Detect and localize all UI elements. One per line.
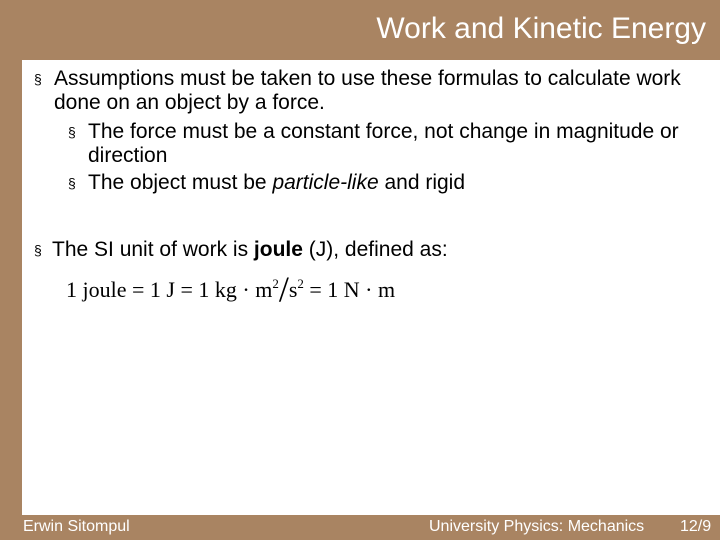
- footer-page-number: 12/9: [680, 518, 712, 535]
- bullet-text: The SI unit of work is joule (J), defined as:: [52, 238, 448, 261]
- bullet-text: Assumptions must be taken to use these formulas to calculate work done on an object by a force.: [54, 67, 681, 114]
- bullet-marker: §: [34, 71, 42, 87]
- joule-formula: 1 joule = 1 J = 1 kg · $m^2/s^2 = 1$ N · m: [66, 269, 396, 309]
- footer-course: University Physics: Mechanics: [429, 518, 645, 535]
- bullet-assumptions: [34, 67, 714, 115]
- slide-title: Work and Kinetic Energy: [376, 12, 706, 45]
- bullet-si-unit: [34, 238, 714, 262]
- bullet-marker: §: [68, 124, 76, 140]
- bullet-text: The force must be a constant force, not change in magnitude or direction: [88, 120, 679, 167]
- bold-term: joule: [253, 238, 303, 261]
- bullet-marker: §: [68, 175, 76, 191]
- emphasis-text: particle-like: [272, 171, 379, 194]
- bullet-text: The object must be particle-like and rigid: [88, 171, 466, 194]
- slide-content: [22, 60, 720, 515]
- footer-author: Erwin Sitompul: [23, 518, 130, 535]
- bullet-marker: §: [34, 242, 42, 258]
- sub-bullet-constant-force: [68, 120, 708, 168]
- sub-bullet-particle-like: [68, 171, 708, 195]
